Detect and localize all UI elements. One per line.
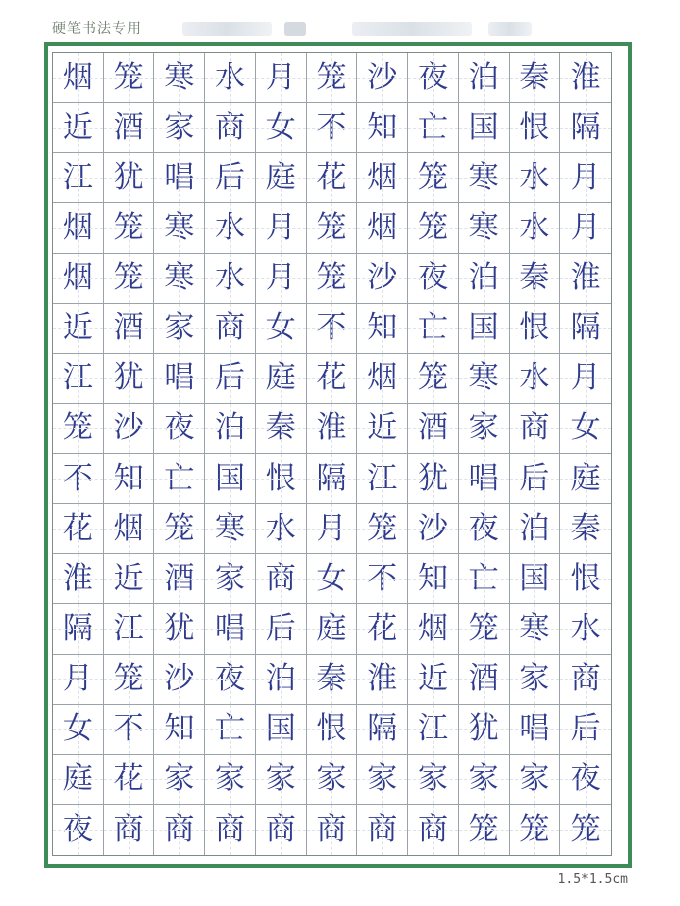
grid-cell: 商 [256,805,307,855]
grid-cell: 寒 [154,53,205,103]
grid-cell: 烟 [408,604,459,654]
grid-cell: 烟 [53,203,104,253]
grid-cell: 泊 [459,53,510,103]
grid-cell: 国 [205,454,256,504]
grid-cell: 庭 [307,604,358,654]
grid-cell: 酒 [459,655,510,705]
grid-cell: 江 [408,705,459,755]
grid-cell: 庭 [53,755,104,805]
grid-cell: 女 [256,304,307,354]
grid-cell: 隔 [307,454,358,504]
grid-cell: 后 [560,705,611,755]
grid-cell: 近 [104,554,155,604]
grid-cell: 水 [205,53,256,103]
grid-cell: 夜 [459,504,510,554]
grid-cell: 笼 [104,254,155,304]
grid-cell: 恨 [560,554,611,604]
grid-cell: 亡 [205,705,256,755]
grid-cell: 家 [154,755,205,805]
grid-cell: 唱 [205,604,256,654]
grid-cell: 月 [560,354,611,404]
grid-cell: 犹 [104,153,155,203]
grid-cell: 秦 [510,254,561,304]
grid-cell: 亡 [154,454,205,504]
grid-cell: 月 [307,504,358,554]
header-title: 硬笔书法专用 [52,21,142,37]
grid-cell: 家 [459,404,510,454]
blurred-header-text [488,22,532,36]
grid-cell: 隔 [357,705,408,755]
grid-cell: 近 [53,103,104,153]
grid-cell: 烟 [104,504,155,554]
practice-grid [52,52,612,856]
grid-cell: 隔 [53,604,104,654]
grid-cell: 家 [256,755,307,805]
grid-cell: 水 [256,504,307,554]
grid-cell: 笼 [459,805,510,855]
grid-cell: 商 [510,404,561,454]
grid-cell: 后 [205,354,256,404]
grid-cell: 沙 [408,504,459,554]
grid-cell: 花 [53,504,104,554]
grid-cell: 知 [408,554,459,604]
grid-cell: 泊 [459,254,510,304]
grid-cell: 寒 [459,203,510,253]
grid-cell: 女 [560,404,611,454]
grid-cell: 国 [459,304,510,354]
grid-cell: 后 [256,604,307,654]
grid-cell: 水 [510,354,561,404]
grid-cell: 笼 [104,655,155,705]
grid-cell: 商 [560,655,611,705]
grid-cell: 家 [510,755,561,805]
grid-cell: 家 [357,755,408,805]
grid-cell: 家 [307,755,358,805]
grid-cell: 夜 [408,254,459,304]
grid-cell: 国 [459,103,510,153]
page-header [52,14,632,40]
grid-cell: 夜 [560,755,611,805]
grid-cell: 亡 [408,103,459,153]
grid-cell: 泊 [205,404,256,454]
grid-cell: 隔 [560,103,611,153]
grid-cell: 淮 [560,254,611,304]
grid-cell: 江 [104,604,155,654]
grid-cell: 沙 [357,254,408,304]
grid-cell: 烟 [53,53,104,103]
grid-cell: 唱 [154,153,205,203]
grid-cell: 商 [357,805,408,855]
grid-cell: 夜 [154,404,205,454]
grid-cell: 不 [307,103,358,153]
grid-size-label: 1.5*1.5cm [557,872,628,887]
grid-cell: 恨 [510,103,561,153]
grid-cell: 不 [53,454,104,504]
grid-cell: 隔 [560,304,611,354]
grid-cell: 水 [510,203,561,253]
grid-cell: 商 [205,304,256,354]
grid-cell: 月 [53,655,104,705]
grid-cell: 秦 [560,504,611,554]
grid-cell: 近 [357,404,408,454]
grid-cell: 月 [256,254,307,304]
grid-cell: 烟 [357,153,408,203]
grid-cell: 笼 [459,604,510,654]
grid-cell: 淮 [53,554,104,604]
grid-cell: 水 [205,203,256,253]
grid-cell: 秦 [256,404,307,454]
grid-cell: 寒 [510,604,561,654]
grid-cell: 恨 [256,454,307,504]
grid-cell: 沙 [104,404,155,454]
grid-cell: 商 [256,554,307,604]
grid-cell: 寒 [205,504,256,554]
grid-cell: 寒 [154,203,205,253]
grid-cell: 笼 [307,53,358,103]
grid-cell: 知 [357,304,408,354]
grid-cell: 国 [510,554,561,604]
grid-cell: 家 [205,755,256,805]
grid-cell: 女 [256,103,307,153]
grid-cell: 笼 [104,53,155,103]
grid-cell: 笼 [53,404,104,454]
grid-cell: 笼 [307,254,358,304]
grid-cell: 月 [560,203,611,253]
grid-cell: 烟 [357,354,408,404]
grid-cell: 商 [307,805,358,855]
grid-cell: 犹 [104,354,155,404]
grid-cell: 家 [408,755,459,805]
grid-cell: 笼 [510,805,561,855]
grid-cell: 夜 [205,655,256,705]
grid-cell: 家 [205,554,256,604]
grid-cell: 商 [205,805,256,855]
grid-cell: 沙 [357,53,408,103]
grid-cell: 笼 [408,153,459,203]
grid-cell: 笼 [104,203,155,253]
grid-cell: 女 [53,705,104,755]
grid-cell: 淮 [357,655,408,705]
grid-cell: 不 [357,554,408,604]
grid-cell: 犹 [154,604,205,654]
grid-cell: 夜 [53,805,104,855]
grid-cell: 水 [510,153,561,203]
grid-cell: 淮 [560,53,611,103]
grid-cell: 后 [510,454,561,504]
grid-cell: 花 [307,354,358,404]
grid-cell: 淮 [307,404,358,454]
grid-cell: 月 [560,153,611,203]
grid-cell: 江 [53,153,104,203]
grid-cell: 知 [104,454,155,504]
blurred-header-text [284,22,306,36]
grid-cell: 笼 [307,203,358,253]
grid-cell: 花 [104,755,155,805]
grid-cell: 花 [307,153,358,203]
grid-cell: 秦 [307,655,358,705]
grid-cell: 犹 [459,705,510,755]
grid-cell: 庭 [560,454,611,504]
grid-cell: 烟 [357,203,408,253]
grid-cell: 知 [154,705,205,755]
grid-cell: 秦 [510,53,561,103]
grid-cell: 庭 [256,354,307,404]
blurred-header-text [352,22,472,36]
grid-cell: 沙 [154,655,205,705]
grid-cell: 笼 [408,354,459,404]
grid-cell: 月 [256,203,307,253]
grid-cell: 寒 [154,254,205,304]
grid-cell: 近 [408,655,459,705]
grid-cell: 后 [205,153,256,203]
grid-cell: 酒 [408,404,459,454]
grid-cell: 寒 [459,354,510,404]
grid-cell: 水 [560,604,611,654]
grid-cell: 亡 [408,304,459,354]
grid-cell: 恨 [510,304,561,354]
grid-cell: 家 [459,755,510,805]
grid-cell: 女 [307,554,358,604]
grid-cell: 笼 [408,203,459,253]
grid-cell: 泊 [510,504,561,554]
grid-cell: 江 [357,454,408,504]
grid-cell: 不 [104,705,155,755]
grid-cell: 唱 [459,454,510,504]
grid-cell: 商 [154,805,205,855]
blurred-header-text [182,22,272,36]
grid-cell: 家 [154,103,205,153]
grid-cell: 酒 [154,554,205,604]
grid-cell: 月 [256,53,307,103]
grid-cell: 酒 [104,304,155,354]
grid-cell: 庭 [256,153,307,203]
grid-cell: 不 [307,304,358,354]
grid-cell: 笼 [154,504,205,554]
grid-cell: 商 [408,805,459,855]
grid-cell: 亡 [459,554,510,604]
grid-cell: 恨 [307,705,358,755]
grid-cell: 国 [256,705,307,755]
grid-cell: 泊 [256,655,307,705]
grid-cell: 家 [154,304,205,354]
grid-cell: 知 [357,103,408,153]
grid-cell: 烟 [53,254,104,304]
grid-cell: 江 [53,354,104,404]
grid-cell: 家 [510,655,561,705]
grid-cell: 花 [357,604,408,654]
grid-cell: 寒 [459,153,510,203]
grid-cell: 水 [205,254,256,304]
grid-cell: 商 [104,805,155,855]
grid-cell: 夜 [408,53,459,103]
grid-cell: 商 [205,103,256,153]
grid-cell: 笼 [560,805,611,855]
grid-cell: 笼 [357,504,408,554]
grid-cell: 犹 [408,454,459,504]
grid-cell: 唱 [154,354,205,404]
grid-cell: 唱 [510,705,561,755]
grid-cell: 酒 [104,103,155,153]
grid-cell: 近 [53,304,104,354]
